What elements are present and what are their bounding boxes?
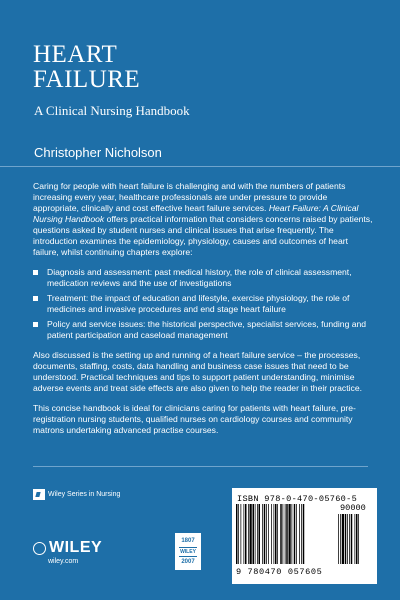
barcode-bar [275,504,277,564]
wiley-circle-icon [33,542,46,555]
barcode-main-bars [236,504,334,564]
blurb-bullet-list [33,267,373,341]
square-bullet-icon [33,322,38,327]
bicentennial-wordmark: WILEY [180,549,196,555]
square-bullet-icon [33,296,38,301]
book-title-line-1: HEART [33,41,118,68]
barcode-bar [285,504,286,564]
blurb-intro-part2: offers practical information that considers concerns raised by patients, questions asked by student nurses and clinical issues that arise frequently. The introduction examines the epidemiology, physiology, causes and outcomes of heart failure, whilst continuing chapters explore: [33,214,373,257]
barcode-bar [259,504,261,564]
series-credit [33,489,120,500]
barcode-bar [349,514,350,564]
barcode-addon-number: 90000 [340,503,366,513]
barcode-bar [283,504,284,564]
blurb-paragraph-3: This concise handbook is ideal for clinicians caring for patients with heart failure, pre-registration nursing students, qualified nurses on cardiology courses and community matrons undertaking advanced practise courses. [33,403,356,435]
square-bullet-icon [33,270,38,275]
blurb-bullet-item [33,319,373,341]
barcode-bar [248,504,249,564]
barcode-bar [236,504,238,564]
divider-top [0,166,400,167]
barcode-bar [238,504,239,564]
publisher-url: wiley.com [48,558,79,565]
barcode-bar [271,504,272,564]
bicentennial-year-start: 1807 [181,538,195,544]
blurb-bullet-item [33,293,373,315]
book-title-line-2: FAILURE [33,66,141,93]
blurb-bullet-item [33,267,373,289]
barcode-bar [262,504,263,564]
barcode-panel [232,488,377,584]
barcode-bar [266,504,267,564]
blurb-intro-part1: Caring for people with heart failure is challenging and with the numbers of patients increasing every year, healthcare professionals are under pressure to provide appropriate, clinically and cost effective heart failure services. [33,181,346,213]
barcode-bar [342,514,344,564]
blurb-bullet-text: Policy and service issues: the historical perspective, specialist services, funding and patient participation and caseload management [47,319,367,340]
isbn-label: ISBN 978-0-470-05760-5 [237,494,358,504]
barcode-bar [355,514,356,564]
bicentennial-year-end: 2007 [181,559,195,565]
bicentennial-logo [175,533,201,570]
barcode-bar [294,504,296,564]
barcode-bar [245,504,247,564]
barcode-bar [257,504,258,564]
barcode-bar [255,504,256,564]
blurb-bullet-text: Treatment: the impact of education and lifestyle, exercise physiology, the role of medicines and invasive procedures and end stage heart failure [47,293,350,314]
barcode-bar [280,504,282,564]
barcode-bar [244,504,245,564]
barcode-bar [299,504,300,564]
divider-bottom [33,466,368,467]
blurb-bullet-text: Diagnosis and assessment: past medical history, the role of clinical assessment, medication reviews and the use of investigations [47,267,352,288]
blurb [33,181,373,445]
blurb-intro-italic-title: Heart Failure: A Clinical Nursing Handbook [33,203,359,224]
blurb-paragraph-2: Also discussed is the setting up and running of a heart failure service – the processes, documents, staffing, costs, data handling and business case issues that need to be understood. Practical techniques and tips to support patient understanding, minimise adverse events and treat side effects are also given to help the reader in their practice. [33,350,362,393]
book-subtitle: A Clinical Nursing Handbook [34,103,190,118]
barcode-bar [301,504,302,564]
series-name: Wiley Series in Nursing [48,491,121,498]
barcode-bar [286,504,288,564]
barcode-bar [241,504,242,564]
barcode-bar [274,504,275,564]
barcode-bar [264,504,266,564]
barcode-bar [253,504,255,564]
blurb-intro [33,181,373,258]
barcode-bar [351,514,353,564]
book-author: Christopher Nicholson [34,145,162,160]
barcode-bar [340,514,341,564]
barcode-bar [345,514,347,564]
barcode-bar [289,504,291,564]
barcode-bar [250,504,252,564]
barcode-addon-bars [338,514,372,564]
barcode-bar [296,504,297,564]
barcode-bar [338,514,339,564]
barcode-number: 9 780470 057605 [236,567,323,577]
barcode-bar [303,504,305,564]
barcode-bar [356,514,358,564]
series-logo-icon [33,489,45,500]
barcode-bar [347,514,348,564]
barcode-bar [268,504,269,564]
publisher-logo-text: WILEY [49,539,103,556]
book-title [33,42,140,92]
publisher-logo [33,539,102,557]
barcode-bar [358,514,359,564]
barcode-bar [292,504,293,564]
barcode-bar [277,504,278,564]
